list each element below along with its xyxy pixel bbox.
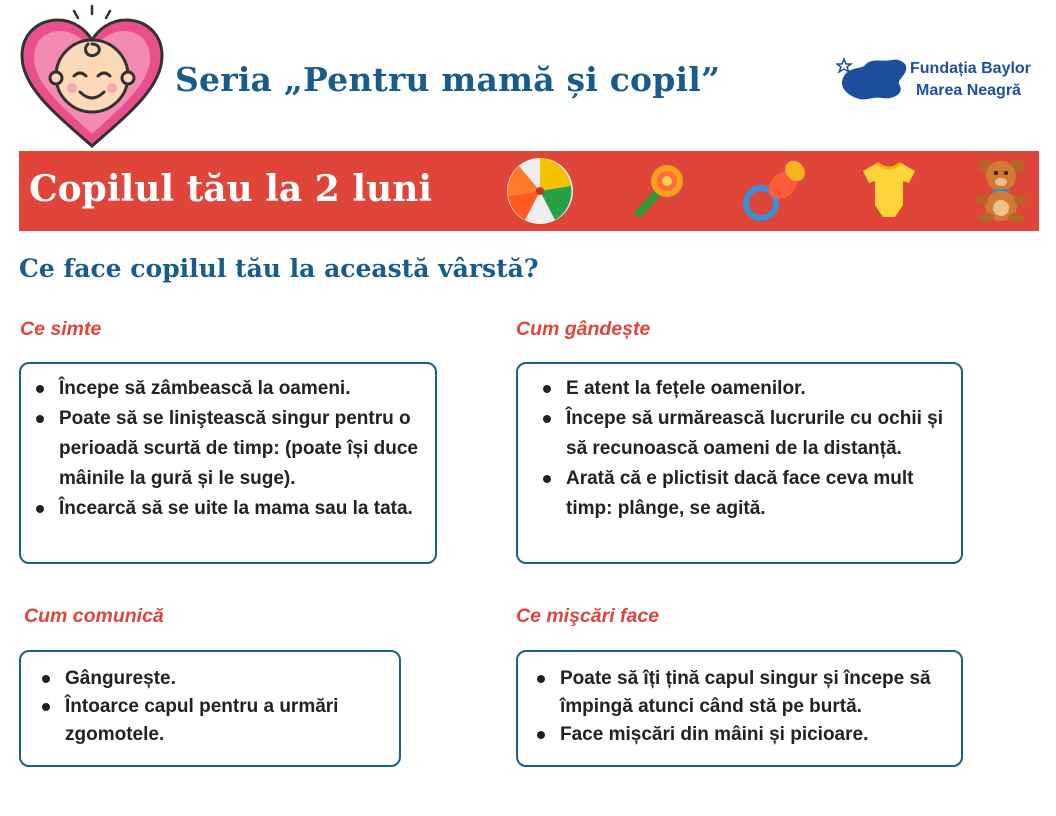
list-item: Începe să zâmbească la oameni.: [21, 374, 425, 404]
series-title: Seria „Pentru mamă și copil”: [175, 60, 721, 99]
foundation-name-line-1: Fundația Baylor: [910, 60, 1031, 77]
foundation-name-line-2: Marea Neagră: [916, 82, 1021, 99]
list-item: Încearcă să se uite la mama sau la tata.: [21, 494, 425, 524]
section-title: Ce face copilul tău la această vârstă?: [19, 254, 539, 283]
age-banner: [19, 151, 1039, 231]
list-item: E atent la fețele oamenilor.: [528, 374, 951, 404]
category-heading-cum-gandeste: Cum gândește: [516, 318, 651, 340]
list-item: Începe să urmărească lucrurile cu ochii și să recunoască oameni de la distanță.: [528, 404, 951, 464]
category-heading-ce-miscari-face: Ce mişcări face: [516, 605, 660, 627]
black-sea-map-icon: [836, 56, 914, 104]
category-heading-cum-comunica: Cum comunică: [24, 605, 164, 627]
category-box-cum-gandeste: [516, 362, 963, 564]
beach-ball-icon: [505, 156, 575, 231]
list-item: Gângurește.: [27, 665, 389, 693]
banner-title: Copilul tău la 2 luni: [29, 168, 433, 210]
category-box-ce-miscari-face: [516, 650, 963, 767]
baby-heart-logo: [18, 4, 166, 150]
list-item: Întoarce capul pentru a urmări zgomotele.: [27, 693, 389, 749]
teddy-bear-icon: [971, 156, 1031, 229]
category-box-ce-simte: [19, 362, 437, 564]
category-box-cum-comunica: [19, 650, 401, 767]
rattle-icon: [631, 161, 687, 226]
list-item: Poate să se liniştească singur pentru o perioadă scurtă de timp: (poate își duce mâinile la gură și le suge).: [21, 404, 425, 494]
list-item: Poate să îți țină capul singur și începe să împingă atunci când stă pe burtă.: [522, 665, 951, 721]
category-heading-ce-simte: Ce simte: [20, 318, 102, 340]
foundation-logo: [836, 56, 1046, 108]
list-item: Arată că e plictisit dacă face ceva mult timp: plânge, se agită.: [528, 464, 951, 524]
pacifier-icon: [739, 157, 809, 228]
baby-onesie-icon: [859, 159, 919, 226]
list-item: Face mișcări din mâini și picioare.: [522, 721, 951, 749]
